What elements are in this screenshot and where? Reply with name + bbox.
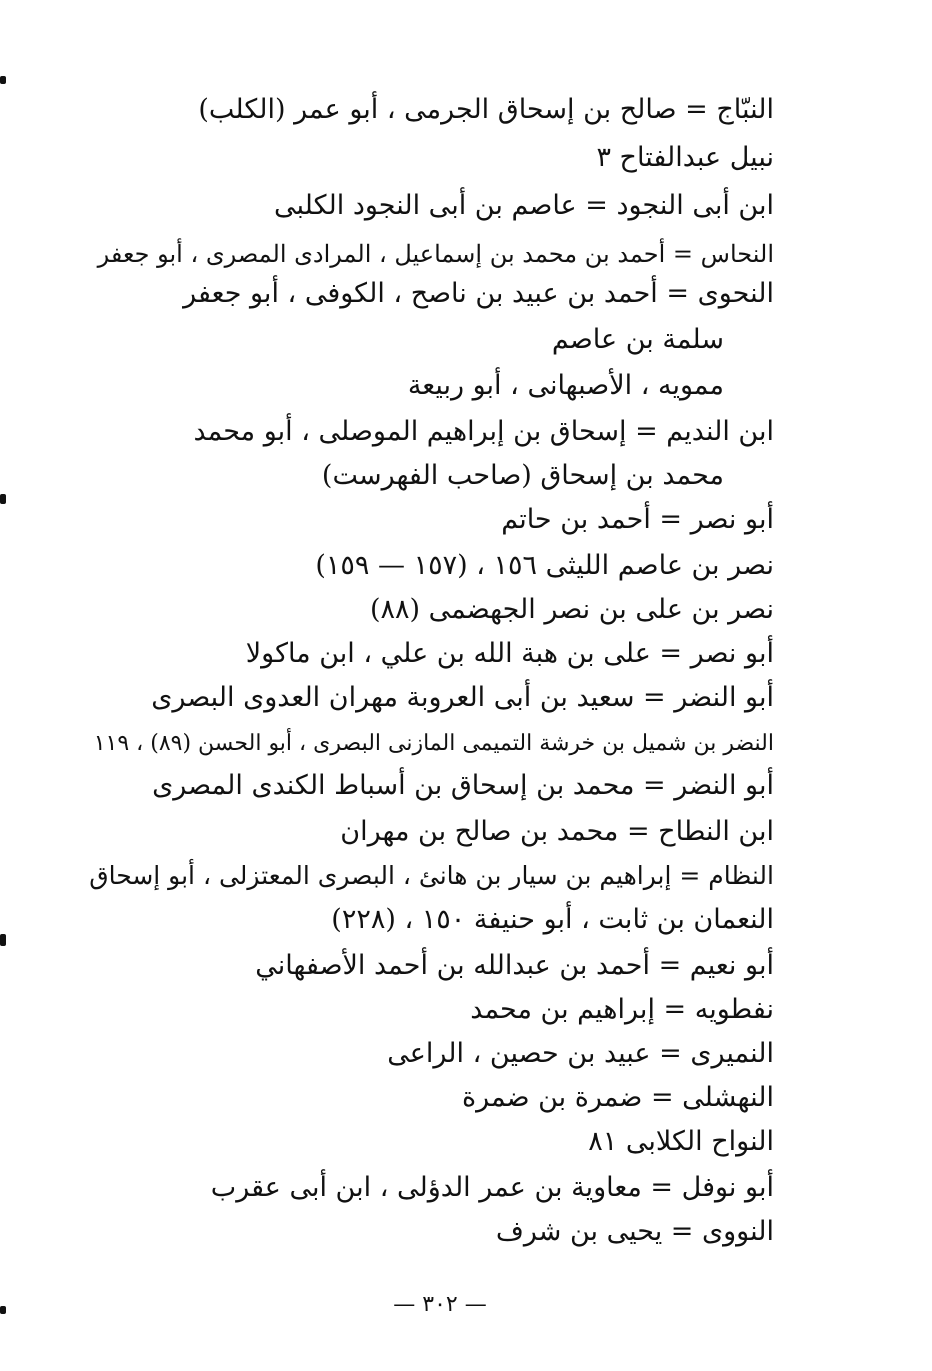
index-entry: ابن أبى النجود = عاصم بن أبى النجود الكلبى xyxy=(274,190,774,221)
index-entry: أبو نوفل = معاوية بن عمر الدؤلى ، ابن أبى عقرب xyxy=(210,1172,774,1203)
index-entry: أبو النضر = سعيد بن أبى العروبة مهران العدوى البصرى xyxy=(151,682,774,713)
index-entry: أبو النضر = محمد بن إسحاق بن أسباط الكندى المصرى xyxy=(152,770,774,801)
index-entry: النميرى = عبيد بن حصين ، الراعى xyxy=(387,1038,774,1069)
index-entry-sub: سلمة بن عاصم xyxy=(551,324,724,355)
index-entry: النحوى = أحمد بن عبيد بن ناصح ، الكوفى ، أبو جعفر xyxy=(183,278,774,309)
index-entry: النضر بن شميل بن خرشة التميمى المازنى البصرى ، أبو الحسن (٨٩) ، ١١٩ xyxy=(93,731,774,756)
index-entry: النواح الكلابى ٨١ xyxy=(588,1126,774,1157)
index-entry: النبّاج = صالح بن إسحاق الجرمى ، أبو عمر (الكلب) xyxy=(198,94,774,125)
index-entry-sub: ممويه ، الأصبهانى ، أبو ربيعة xyxy=(407,370,724,401)
index-entry: نبيل عبدالفتاح ٣ xyxy=(596,142,774,173)
scan-edge-mark xyxy=(0,494,6,504)
index-entry: النظام = إبراهيم بن سيار بن هانئ ، البصرى المعتزلى ، أبو إسحاق xyxy=(89,861,774,890)
index-entry: أبو نعيم = أحمد بن عبدالله بن أحمد الأصفهاني xyxy=(255,950,774,981)
index-entry: نفطويه = إبراهيم بن محمد xyxy=(470,994,774,1025)
index-entry: النووى = يحيى بن شرف xyxy=(495,1216,774,1247)
index-entry: أبو نصر = على بن هبة الله بن علي ، ابن ماكولا xyxy=(245,638,774,669)
index-entry-sub: محمد بن إسحاق (صاحب الفهرست) xyxy=(321,460,724,491)
index-entry: نصر بن على بن نصر الجهضمى (٨٨) xyxy=(369,594,774,625)
scan-edge-mark xyxy=(0,934,6,946)
scan-edge-mark xyxy=(0,1306,6,1314)
index-entry: أبو نصر = أحمد بن حاتم xyxy=(501,504,774,535)
index-entry: النعمان بن ثابت ، أبو حنيفة ١٥٠ ، (٢٢٨) xyxy=(331,904,774,935)
index-entry: ابن النديم = إسحاق بن إبراهيم الموصلى ، أبو محمد xyxy=(193,416,774,447)
index-entry: ابن النطاح = محمد بن صالح بن مهران xyxy=(340,816,774,847)
scan-edge-mark xyxy=(0,76,6,84)
index-entry: نصر بن عاصم الليثى ١٥٦ ، (١٥٧ — ١٥٩) xyxy=(315,550,774,581)
index-entry: النهشلى = ضمرة بن ضمرة xyxy=(461,1082,774,1113)
page-number: — ٣٠٢ — xyxy=(393,1292,487,1317)
index-entry: النحاس = أحمد بن محمد بن إسماعيل ، المرادى المصرى ، أبو جعفر xyxy=(97,240,774,268)
